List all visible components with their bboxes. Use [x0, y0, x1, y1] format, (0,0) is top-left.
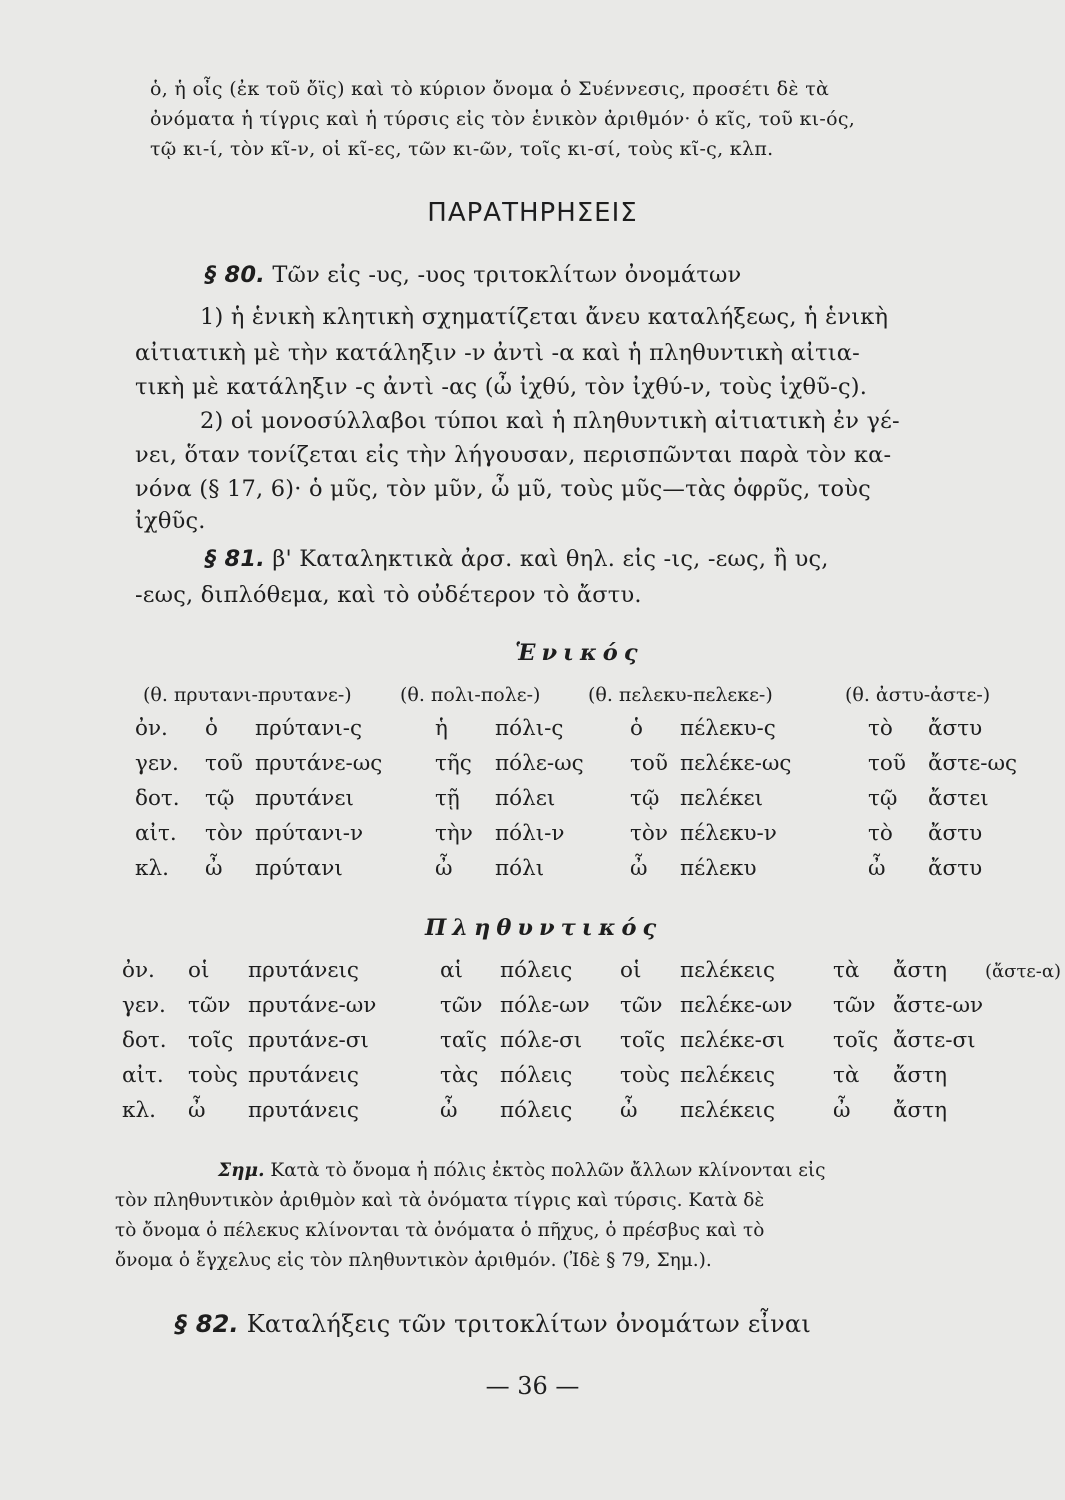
plural-cell-r1-c2: οἱ — [188, 958, 210, 983]
plural-cell-r4-c5: πόλεις — [500, 1063, 573, 1088]
s82-number: § 82. — [175, 1310, 239, 1338]
singular-cell-r4-c1: αἰτ. — [135, 821, 177, 846]
singular-cell-r4-c7: πέλεκυ-ν — [680, 821, 777, 846]
s82-text: Καταλήξεις τῶν τριτοκλίτων ὀνομάτων εἶναι — [246, 1310, 811, 1338]
plural-cell-r5-c7: πελέκεις — [680, 1098, 776, 1123]
singular-cell-r3-c6: τῷ — [630, 786, 660, 811]
s80-line-7: νόνα (§ 17, 6)· ὁ μῦς, τὸν μῦν, ὦ μῦ, τοὺς μῦς—τὰς ὀφρῦς, τοὺς — [135, 476, 871, 502]
singular-cell-r1-c9: ἄστυ — [928, 716, 983, 741]
singular-cell-r3-c5: πόλει — [495, 786, 556, 811]
plural-cell-r5-c8: ὦ — [833, 1098, 851, 1123]
singular-cell-r1-c3: πρύτανι-ς — [255, 716, 363, 741]
s82-line — [175, 1310, 811, 1338]
singular-cell-r3-c2: τῷ — [205, 786, 235, 811]
s81-line-2: -εως, διπλόθεμα, καὶ τὸ οὐδέτερον τὸ ἄστυ. — [135, 582, 642, 608]
plural-cell-r3-c8: τοῖς — [833, 1028, 879, 1053]
singular-cell-r3-c4: τῇ — [435, 786, 460, 811]
singular-cell-r2-c5: πόλε-ως — [495, 751, 584, 776]
singular-cell-r4-c2: τὸν — [205, 821, 243, 846]
note-label: Σημ. — [218, 1160, 265, 1181]
plural-cell-r4-c9: ἄστη — [893, 1063, 947, 1088]
singular-cell-r3-c7: πελέκει — [680, 786, 764, 811]
s80-text-1: Τῶν εἰς -υς, -υος τριτοκλίτων ὀνομάτων — [272, 262, 742, 288]
plural-cell-r2-c9: ἄστε-ων — [893, 993, 984, 1018]
singular-cell-r3-c9: ἄστει — [928, 786, 989, 811]
singular-cell-r5-c2: ὦ — [205, 856, 223, 881]
plural-cell-r5-c4: ὦ — [440, 1098, 458, 1123]
singular-cell-r3-c3: πρυτάνει — [255, 786, 354, 811]
singular-cell-r5-c4: ὦ — [435, 856, 453, 881]
plural-cell-r4-c4: τὰς — [440, 1063, 479, 1088]
singular-cell-r4-c5: πόλι-ν — [495, 821, 565, 846]
plural-cell-r2-c8: τῶν — [833, 993, 876, 1018]
note-text-1: Κατὰ τὸ ὄνομα ἡ πόλις ἐκτὸς πολλῶν ἄλλων κλίνονται εἰς — [270, 1160, 826, 1181]
plural-cell-r3-c3: πρυτάνε-σι — [248, 1028, 369, 1053]
s80-number: § 80. — [205, 262, 265, 288]
singular-cell-r1-c6: ὁ — [630, 716, 643, 741]
singular-cell-r1-c7: πέλεκυ-ς — [680, 716, 776, 741]
plural-cell-r4-c2: τοὺς — [188, 1063, 238, 1088]
singular-cell-r2-c4: τῆς — [435, 751, 472, 776]
plural-cell-r3-c5: πόλε-σι — [500, 1028, 583, 1053]
plural-cell-r2-c5: πόλε-ων — [500, 993, 590, 1018]
plural-cell-r2-c7: πελέκε-ων — [680, 993, 793, 1018]
plural-cell-r4-c1: αἰτ. — [122, 1063, 164, 1088]
plural-cell-r5-c9: ἄστη — [893, 1098, 947, 1123]
plural-cell-r1-c7: πελέκεις — [680, 958, 776, 983]
s80-line-8: ἰχθῦς. — [135, 508, 206, 534]
plural-cell-r2-c1: γεν. — [122, 993, 166, 1018]
note-line-1 — [218, 1160, 825, 1181]
singular-cell-r2-c1: γεν. — [135, 751, 179, 776]
plural-cell-r3-c6: τοῖς — [620, 1028, 666, 1053]
singular-cell-r1-c4: ἡ — [435, 716, 448, 741]
s80-line-6: νει, ὅταν τονίζεται εἰς τὴν λήγουσαν, περισπῶνται παρὰ τὸν κα- — [135, 442, 892, 468]
singular-cell-r5-c9: ἄστυ — [928, 856, 983, 881]
singular-cell-r1-c8: τὸ — [868, 716, 893, 741]
s81-text-1: β' Καταληκτικὰ ἀρσ. καὶ θηλ. εἰς -ις, -εως, ἢ υς, — [272, 546, 829, 572]
singular-cell-r2-c8: τοῦ — [868, 751, 906, 776]
intro-line-3: τῷ κι-ί, τὸν κῖ-ν, οἱ κῖ-ες, τῶν κι-ῶν, τοῖς κι-σί, τοὺς κῖ-ς, κλπ. — [150, 138, 774, 160]
plural-cell-r4-c3: πρυτάνεις — [248, 1063, 359, 1088]
singular-cell-r4-c9: ἄστυ — [928, 821, 983, 846]
s80-line-4: τικὴ μὲ κατάληξιν -ς ἀντὶ -ας (ὦ ἰχθύ, τὸν ἰχθύ-ν, τοὺς ἰχθῦ-ς). — [135, 374, 868, 400]
plural-cell-r1-c5: πόλεις — [500, 958, 573, 983]
note-line-3: τὸ ὄνομα ὁ πέλεκυς κλίνονται τὰ ὀνόματα ὁ πῆχυς, ὁ πρέσβυς καὶ τὸ — [115, 1220, 765, 1241]
singular-cell-r4-c3: πρύτανι-ν — [255, 821, 364, 846]
plural-cell-r5-c5: πόλεις — [500, 1098, 573, 1123]
singular-cell-r2-c3: πρυτάνε-ως — [255, 751, 383, 776]
stem-4: (θ. ἀστυ-ἀστε-) — [845, 684, 991, 706]
singular-cell-r2-c6: τοῦ — [630, 751, 668, 776]
singular-cell-r4-c8: τὸ — [868, 821, 893, 846]
stem-2: (θ. πολι-πολε-) — [400, 684, 541, 706]
plural-cell-r1-c9: ἄστη — [893, 958, 947, 983]
plural-cell-r3-c9: ἄστε-σι — [893, 1028, 976, 1053]
stem-3: (θ. πελεκυ-πελεκε-) — [588, 684, 773, 706]
plural-cell-r1-c6: οἱ — [620, 958, 642, 983]
singular-cell-r1-c5: πόλι-ς — [495, 716, 564, 741]
singular-cell-r2-c9: ἄστε-ως — [928, 751, 1018, 776]
plural-cell-r3-c4: ταῖς — [440, 1028, 487, 1053]
plural-cell-r4-c8: τὰ — [833, 1063, 860, 1088]
plural-cell-r3-c7: πελέκε-σι — [680, 1028, 785, 1053]
plural-cell-r5-c1: κλ. — [122, 1098, 156, 1123]
s80-line-2: 1) ἡ ἑνικὴ κλητικὴ σχηματίζεται ἄνευ καταλήξεως, ἡ ἑνικὴ — [200, 304, 889, 330]
intro-line-1: ὁ, ἡ οἶς (ἐκ τοῦ ὄϊς) καὶ τὸ κύριον ὄνομα ὁ Συέννεσις, προσέτι δὲ τὰ — [150, 78, 830, 100]
singular-cell-r5-c3: πρύτανι — [255, 856, 343, 881]
singular-cell-r1-c1: ὀν. — [135, 716, 168, 741]
plural-cell-r2-c6: τῶν — [620, 993, 663, 1018]
plural-cell-r2-c2: τῶν — [188, 993, 231, 1018]
s81-line-1 — [205, 546, 829, 572]
s80-line-5: 2) οἱ μονοσύλλαβοι τύποι καὶ ἡ πληθυντικὴ αἰτιατικὴ ἐν γέ- — [200, 408, 900, 434]
singular-cell-r2-c2: τοῦ — [205, 751, 243, 776]
s81-number: § 81. — [205, 546, 265, 572]
plural-cell-r1-c8: τὰ — [833, 958, 860, 983]
s80-line-3: αἰτιατικὴ μὲ τὴν κατάληξιν -ν ἀντὶ -α καὶ ἡ πληθυντικὴ αἰτια- — [135, 340, 860, 366]
section-heading: ΠΑΡΑΤΗΡΗΣΕΙΣ — [427, 198, 638, 228]
plural-cell-r1-c3: πρυτάνεις — [248, 958, 359, 983]
singular-cell-r3-c1: δοτ. — [135, 786, 180, 811]
singular-cell-r5-c8: ὦ — [868, 856, 886, 881]
singular-title: Ἑνικός — [515, 640, 644, 666]
plural-cell-r4-c7: πελέκεις — [680, 1063, 776, 1088]
note-line-4: ὄνομα ὁ ἔγχελυς εἰς τὸν πληθυντικὸν ἀριθμόν. (Ἰδὲ § 79, Σημ.). — [115, 1250, 712, 1271]
plural-cell-r1-c10: (ἄστε-α) — [985, 961, 1062, 982]
page-number: — 36 — — [485, 1372, 580, 1400]
plural-cell-r3-c1: δοτ. — [122, 1028, 167, 1053]
plural-cell-r3-c2: τοῖς — [188, 1028, 234, 1053]
singular-cell-r5-c1: κλ. — [135, 856, 169, 881]
s80-line-1 — [205, 262, 741, 288]
note-line-2: τὸν πληθυντικὸν ἀριθμὸν καὶ τὰ ὀνόματα τίγρις καὶ τύρσις. Κατὰ δὲ — [115, 1190, 765, 1211]
plural-cell-r5-c2: ὦ — [188, 1098, 206, 1123]
stem-1: (θ. πρυτανι-πρυτανε-) — [143, 684, 352, 706]
plural-cell-r5-c3: πρυτάνεις — [248, 1098, 359, 1123]
plural-cell-r5-c6: ὦ — [620, 1098, 638, 1123]
singular-cell-r3-c8: τῷ — [868, 786, 898, 811]
singular-cell-r5-c6: ὦ — [630, 856, 648, 881]
plural-cell-r4-c6: τοὺς — [620, 1063, 670, 1088]
plural-cell-r1-c1: ὀν. — [122, 958, 155, 983]
plural-cell-r2-c4: τῶν — [440, 993, 483, 1018]
singular-cell-r4-c4: τὴν — [435, 821, 473, 846]
singular-cell-r2-c7: πελέκε-ως — [680, 751, 792, 776]
singular-cell-r5-c5: πόλι — [495, 856, 545, 881]
singular-cell-r5-c7: πέλεκυ — [680, 856, 757, 881]
plural-title: Πληθυντικός — [425, 915, 663, 941]
singular-cell-r1-c2: ὁ — [205, 716, 218, 741]
intro-line-2: ὀνόματα ἡ τίγρις καὶ ἡ τύρσις εἰς τὸν ἑνικὸν ἀριθμόν· ὁ κῖς, τοῦ κι-ός, — [150, 108, 856, 130]
singular-cell-r4-c6: τὸν — [630, 821, 668, 846]
plural-cell-r1-c4: αἱ — [440, 958, 463, 983]
plural-cell-r2-c3: πρυτάνε-ων — [248, 993, 377, 1018]
